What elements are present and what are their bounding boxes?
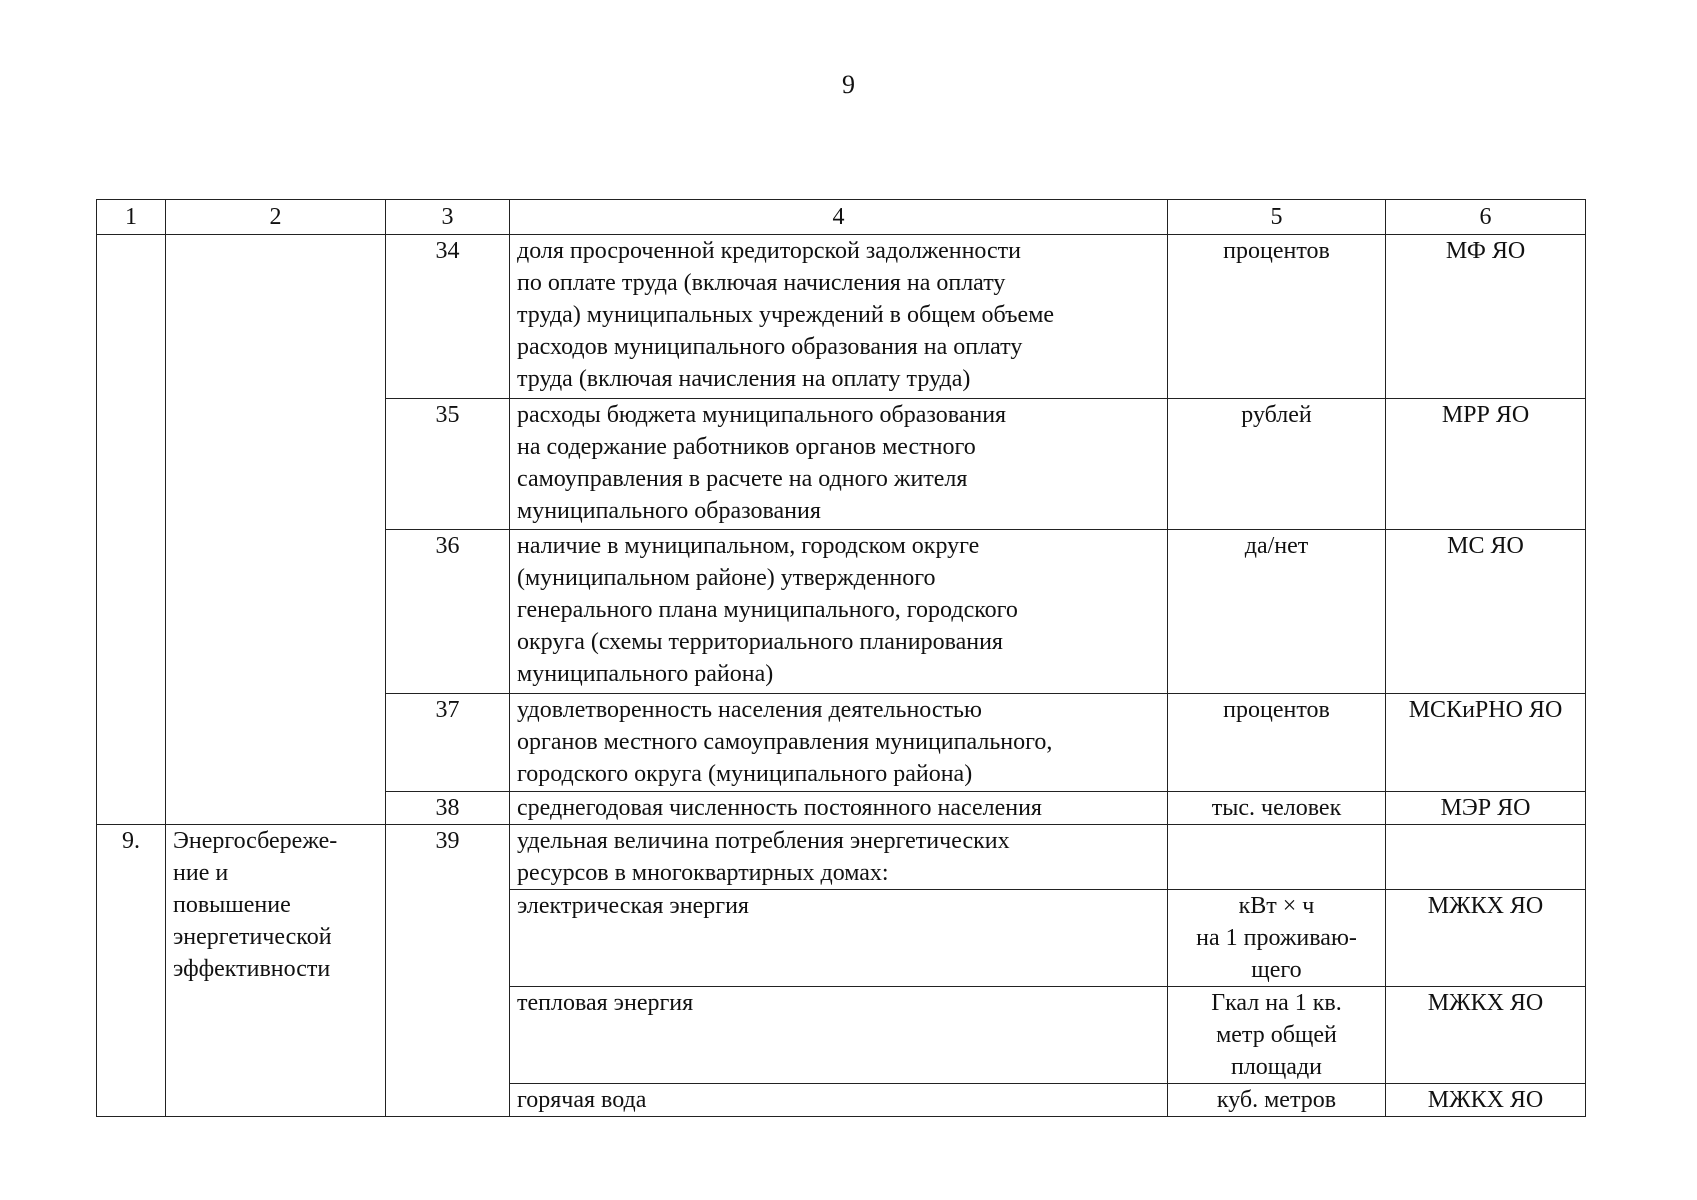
indicator-unit: процентов — [1168, 235, 1386, 399]
section-number: 9. — [97, 825, 166, 1117]
indicator-unit: куб. метров — [1168, 1084, 1386, 1117]
indicator-description: расходы бюджета муниципального образования на содержание работников органов местного самоуправления в расчете на одного жителя муниципального образования — [510, 399, 1168, 530]
indicator-unit: да/нет — [1168, 530, 1386, 694]
header-cell: 1 — [97, 200, 166, 235]
indicator-source: МЖКХ ЯО — [1386, 890, 1586, 987]
indicator-source — [1386, 825, 1586, 890]
indicator-unit: тыс. человек — [1168, 792, 1386, 825]
indicator-source: МЖКХ ЯО — [1386, 987, 1586, 1084]
indicator-description: горячая вода — [510, 1084, 1168, 1117]
indicator-description: наличие в муниципальном, городском округе (муниципальном районе) утвержденного генерального плана муниципального, городского округа (схемы территориального планирования муниципального района) — [510, 530, 1168, 694]
indicator-number: 34 — [386, 235, 510, 399]
indicator-description: тепловая энергия — [510, 987, 1168, 1084]
table-row — [97, 825, 1586, 890]
indicator-number: 37 — [386, 694, 510, 792]
page-number: 9 — [842, 70, 855, 99]
header-cell: 4 — [510, 200, 1168, 235]
header-cell: 6 — [1386, 200, 1586, 235]
indicator-unit — [1168, 825, 1386, 890]
indicator-unit: Гкал на 1 кв. метр общей площади — [1168, 987, 1386, 1084]
indicator-source: МЖКХ ЯО — [1386, 1084, 1586, 1117]
indicator-description: удельная величина потребления энергетических ресурсов в многоквартирных домах: — [510, 825, 1168, 890]
header-cell: 3 — [386, 200, 510, 235]
indicator-source: МС ЯО — [1386, 530, 1586, 694]
table-header-row — [97, 200, 1586, 235]
section-number-cell — [97, 235, 166, 825]
indicator-unit: процентов — [1168, 694, 1386, 792]
indicator-number: 39 — [386, 825, 510, 1117]
indicator-description: электрическая энергия — [510, 890, 1168, 987]
indicator-number: 36 — [386, 530, 510, 694]
indicator-description: среднегодовая численность постоянного населения — [510, 792, 1168, 825]
indicator-description: удовлетворенность населения деятельностью органов местного самоуправления муниципального, городского округа (муниципального района) — [510, 694, 1168, 792]
header-cell: 5 — [1168, 200, 1386, 235]
section-title-cell — [166, 235, 386, 825]
indicator-source: МРР ЯО — [1386, 399, 1586, 530]
indicator-source: МСКиРНО ЯО — [1386, 694, 1586, 792]
table-row — [97, 235, 1586, 399]
section-title: Энергосбереже- ние и повышение энергетической эффективности — [166, 825, 386, 1117]
header-cell: 2 — [166, 200, 386, 235]
indicator-source: МФ ЯО — [1386, 235, 1586, 399]
indicator-number: 38 — [386, 792, 510, 825]
indicator-description: доля просроченной кредиторской задолженности по оплате труда (включая начисления на оплату труда) муниципальных учреждений в общем объеме расходов муниципального образования на оплату труда (включая начисления на оплату труда) — [510, 235, 1168, 399]
indicator-source: МЭР ЯО — [1386, 792, 1586, 825]
indicator-unit: рублей — [1168, 399, 1386, 530]
indicators-table — [96, 199, 1586, 1117]
indicator-unit: кВт × ч на 1 проживаю- щего — [1168, 890, 1386, 987]
indicator-number: 35 — [386, 399, 510, 530]
